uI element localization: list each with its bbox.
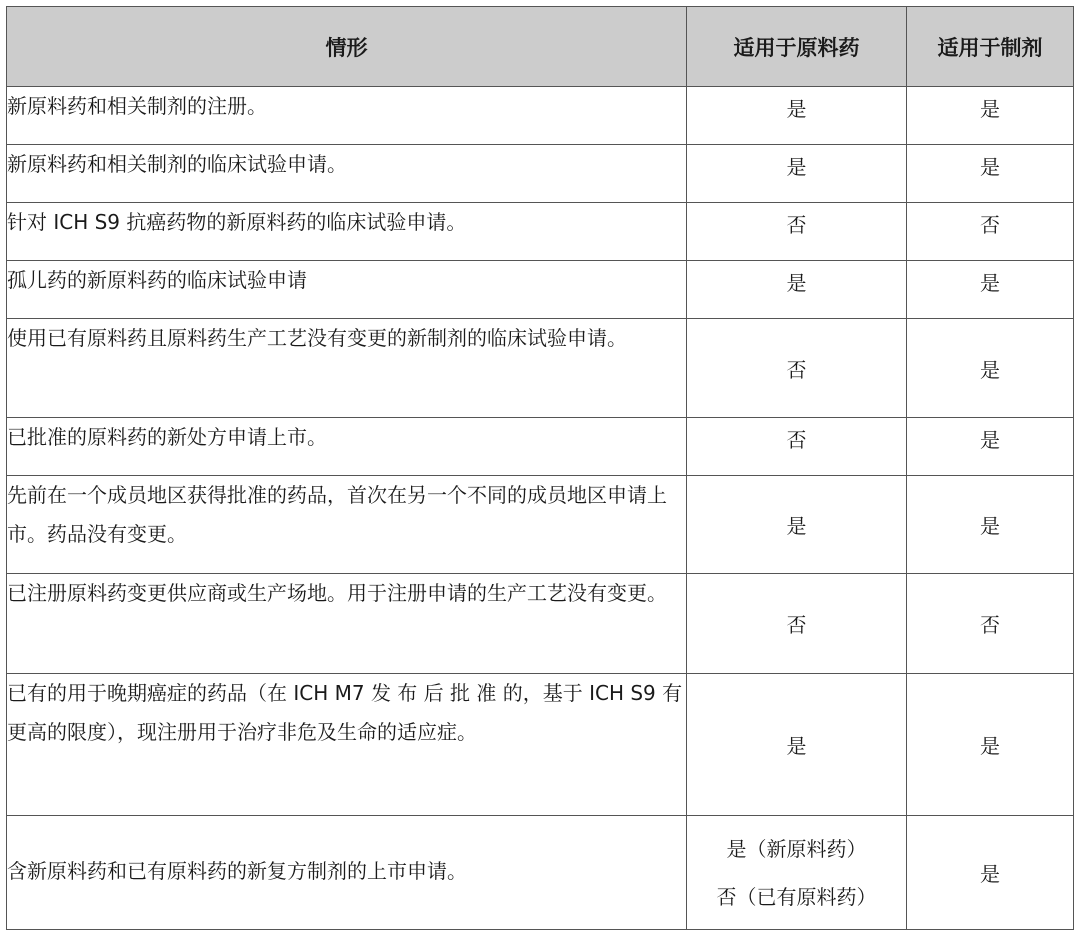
- product-cell: 是: [907, 319, 1074, 418]
- condition-cell: 针对 ICH S9 抗癌药物的新原料药的临床试验申请。: [7, 203, 687, 261]
- api-cell: 否: [687, 418, 907, 476]
- table-row: [7, 476, 1074, 574]
- api-cell: 是: [687, 674, 907, 816]
- condition-cell: 含新原料药和已有原料药的新复方制剂的上市申请。: [7, 816, 687, 930]
- api-cell: 是: [687, 87, 907, 145]
- api-cell: 否: [687, 319, 907, 418]
- product-cell: 否: [907, 574, 1074, 674]
- product-cell: 是: [907, 261, 1074, 319]
- condition-cell: 新原料药和相关制剂的注册。: [7, 87, 687, 145]
- product-cell: 是: [907, 674, 1074, 816]
- api-cell: [687, 816, 907, 930]
- table-row: [7, 261, 1074, 319]
- condition-cell: 已注册原料药变更供应商或生产场地。用于注册申请的生产工艺没有变更。: [7, 574, 687, 674]
- api-cell: 是: [687, 145, 907, 203]
- product-cell: 是: [907, 476, 1074, 574]
- header-condition: 情形: [7, 7, 687, 87]
- product-cell: 是: [907, 87, 1074, 145]
- table-row: [7, 145, 1074, 203]
- condition-cell: 已批准的原料药的新处方申请上市。: [7, 418, 687, 476]
- condition-cell: 先前在一个成员地区获得批准的药品，首次在另一个不同的成员地区申请上市。药品没有变更。: [7, 476, 687, 574]
- header-api: 适用于原料药: [687, 7, 907, 87]
- header-row: [7, 7, 1074, 87]
- table-row: [7, 816, 1074, 930]
- table-row: [7, 574, 1074, 674]
- header-product: 适用于制剂: [907, 7, 1074, 87]
- product-cell: 是: [907, 816, 1074, 930]
- api-cell: 是: [687, 476, 907, 574]
- api-value-new: 是（新原料药）: [726, 836, 867, 861]
- api-cell: 否: [687, 574, 907, 674]
- table-row: [7, 674, 1074, 816]
- applicability-table: [6, 6, 1074, 930]
- product-cell: 否: [907, 203, 1074, 261]
- condition-cell: 已有的用于晚期癌症的药品（在 ICH M7 发 布 后 批 准 的，基于 ICH S9 有更高的限度），现注册用于治疗非危及生命的适应症。: [7, 674, 687, 816]
- table-row: [7, 87, 1074, 145]
- table-row: [7, 203, 1074, 261]
- api-cell: 否: [687, 203, 907, 261]
- condition-cell: 使用已有原料药且原料药生产工艺没有变更的新制剂的临床试验申请。: [7, 319, 687, 418]
- product-cell: 是: [907, 145, 1074, 203]
- table-row: [7, 418, 1074, 476]
- api-value-existing: 否（已有原料药）: [716, 884, 877, 909]
- table-row: [7, 319, 1074, 418]
- api-cell: 是: [687, 261, 907, 319]
- product-cell: 是: [907, 418, 1074, 476]
- condition-cell: 孤儿药的新原料药的临床试验申请: [7, 261, 687, 319]
- condition-cell: 新原料药和相关制剂的临床试验申请。: [7, 145, 687, 203]
